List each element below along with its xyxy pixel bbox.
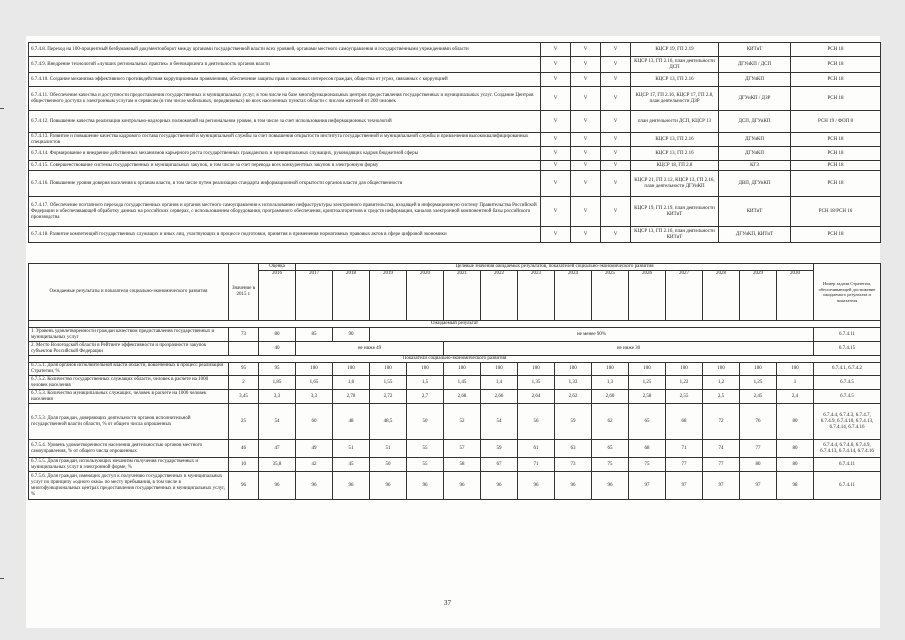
measure-documents: план деятельности ДСП, КЦСР 13	[631, 111, 719, 133]
period-mark: V	[601, 57, 631, 73]
indicator-value: 1,33	[555, 376, 592, 390]
indicator-value: 1,55	[370, 376, 407, 390]
result-name: 1. Уровень удовлетворенности граждан качеством предоставления государственных и муниципальных услуг	[29, 328, 229, 342]
measure-documents: КЦСР 13, ГП 2.16, план деятельности ДСП	[631, 57, 719, 73]
indicator-value: 2,55	[666, 390, 703, 404]
measure-row	[29, 227, 881, 243]
measure-row	[29, 43, 881, 57]
indicator-task: 6.7.4.5	[814, 376, 881, 390]
target-values-header: Целевые значения ожидаемых результатов, показателей социально-экономического развития	[296, 264, 814, 271]
result-merged-value: не ниже 49	[296, 342, 444, 356]
indicator-value: 2,78	[333, 390, 370, 404]
period-mark: V	[541, 133, 571, 147]
indicator-value: 96	[555, 472, 592, 500]
indicator-value: 97	[629, 472, 666, 500]
indicator-name: 6.7.5.4. Уровень удовлетворенности населения деятельностью органов местного самоуправления, % от общего числа опрошенных	[29, 440, 229, 458]
result-base-value: 73	[229, 328, 259, 342]
indicator-value: 2,7	[407, 390, 444, 404]
indicator-value: 100	[518, 363, 555, 376]
measure-row	[29, 147, 881, 161]
period-mark: V	[601, 171, 631, 197]
indicator-value: 59	[555, 404, 592, 440]
indicator-row	[29, 376, 881, 390]
period-mark: V	[601, 87, 631, 111]
indicator-name: 6.7.5.2. Количество государственных служащих области, человек в расчете на 1000 человек населения	[29, 376, 229, 390]
year-header: 2020	[407, 271, 444, 321]
measure-row	[29, 133, 881, 147]
indicator-value: 54	[481, 404, 518, 440]
measure-source: РСН 18	[791, 133, 881, 147]
period-mark: V	[601, 73, 631, 87]
measure-executor: ДГУиКП / ДЗР	[719, 87, 791, 111]
indicator-value: 100	[555, 363, 592, 376]
indicator-value: 1	[777, 376, 814, 390]
year-header: 2029	[740, 271, 777, 321]
period-mark: V	[601, 43, 631, 57]
indicator-value: 77	[740, 440, 777, 458]
measure-text: 6.7.4.8. Переход на 100-процентный безбумажный документооборот между органами государственной власти всех уровней, органами местного самоуправления и государственными учреждениями области	[29, 43, 541, 57]
indicator-value: 96	[296, 472, 333, 500]
indicator-value: 50	[407, 404, 444, 440]
measure-source: РСН 18	[791, 227, 881, 243]
indicator-value: 96	[518, 472, 555, 500]
indicator-value: 56	[518, 404, 555, 440]
indicator-value: 3,3	[259, 390, 296, 404]
indicator-name: 6.7.5.6. Доля граждан, имеющих доступ к получению государственных и муниципальных услуг по принципу «одного окна» по месту пребывания, в том числе в многофункциональных центрах предоставления государственных и муниципальных услуг, %	[29, 472, 229, 500]
measure-text: 6.7.4.10. Создание механизма эффективного противодействия коррупционным проявлениям, обеспечение защиты прав и законных интересов граждан, общества от угроз, связанных с коррупцией	[29, 73, 541, 87]
indicator-value: 50	[370, 458, 407, 472]
result-base-value	[229, 342, 259, 356]
indicator-name: 6.7.5.1. Доля органов исполнительной власти области, вовлеченных в процесс реализации Стратегии, %	[29, 363, 229, 376]
indicator-value: 75	[592, 458, 629, 472]
indicator-value: 96	[370, 472, 407, 500]
indicator-value: 97	[740, 472, 777, 500]
measure-executor: ДГУиКП, КИТиТ	[719, 227, 791, 243]
indicator-value: 100	[666, 363, 703, 376]
indicator-value: 100	[481, 363, 518, 376]
measure-documents: КЦСР 19, ГП 2.19, план деятельности КИТиТ	[631, 197, 719, 227]
indicator-task: 6.7.4.1, 6.7.4.2	[814, 363, 881, 376]
measure-text: 6.7.4.18. Развитие компетенций государственных служащих и иных лиц, участвующих в процессе подготовки, принятия и применения нормативных правовых актов в сфере цифровой экономики	[29, 227, 541, 243]
indicator-value: 96	[333, 472, 370, 500]
period-mark: V	[601, 161, 631, 171]
result-name: 2. Место Вологодской области в Рейтинге эффективности и прозрачности закупок субъектов Российской Федерации	[29, 342, 229, 356]
indicator-value: 1,45	[444, 376, 481, 390]
measure-row	[29, 171, 881, 197]
indicator-value: 100	[296, 363, 333, 376]
indicator-task: 6.7.4.4, 6.7.4.3, 6.7.4.7, 6.7.4.9, 6.7.4.10, 6.7.4.13, 6.7.4.14, 6.7.4.16	[814, 404, 881, 440]
indicator-base-value: 3,45	[229, 390, 259, 404]
period-mark: V	[571, 57, 601, 73]
indicator-value: 1,5	[407, 376, 444, 390]
period-mark: V	[541, 197, 571, 227]
indicator-row	[29, 404, 881, 440]
measure-source: РСН 18	[791, 147, 881, 161]
measure-executor: ДГУиКП / ДСП	[719, 57, 791, 73]
indicator-task: 6.7.4.5	[814, 390, 881, 404]
indicator-value: 47	[259, 440, 296, 458]
measure-source: РСН 19 / ФОП 8	[791, 111, 881, 133]
indicator-value: 1,65	[296, 376, 333, 390]
indicator-value: 95	[259, 363, 296, 376]
indicator-name: 6.7.5.5. Доля граждан, использующих механизм получения государственных и муниципальных услуг в электронной форме, %	[29, 458, 229, 472]
period-mark: V	[601, 133, 631, 147]
indicator-value: 71	[518, 458, 555, 472]
indicator-value: 60	[296, 404, 333, 440]
measure-executor: ДГУиКП	[719, 133, 791, 147]
result-value: 90	[333, 328, 370, 342]
indicator-base-value: 10	[229, 458, 259, 472]
measure-documents: КЦСР 19, ГП 2.19	[631, 43, 719, 57]
year-header: 2027	[666, 271, 703, 321]
measure-documents: КЦСР 18, ГП 2.8	[631, 161, 719, 171]
measure-executor: КИТиТ	[719, 43, 791, 57]
indicator-value: 2,5	[703, 390, 740, 404]
period-mark: V	[601, 227, 631, 243]
measure-source: РСН 18	[791, 161, 881, 171]
indicator-row	[29, 440, 881, 458]
indicator-name: 6.7.5.3. Доля граждан, доверяющих деятельности органов исполнительной государственной власти области, % от общего числа опрошенных	[29, 404, 229, 440]
measure-text: 6.7.4.16. Повышение уровня доверия населения к органам власти, в том числе путем реализации стандарта информационной открытости органов власти для общественности	[29, 171, 541, 197]
measure-source: РСН 18	[791, 87, 881, 111]
indicator-task: 6.7.4.11	[814, 458, 881, 472]
indicator-value: 97	[666, 472, 703, 500]
indicator-value: 1,85	[259, 376, 296, 390]
result-task: 6.7.4.11	[814, 328, 881, 342]
period-mark: V	[601, 197, 631, 227]
period-mark: V	[541, 87, 571, 111]
indicator-value: 100	[333, 363, 370, 376]
indicator-value: 100	[629, 363, 666, 376]
indicator-value: 80	[740, 458, 777, 472]
indicator-value: 98	[777, 472, 814, 500]
period-mark: V	[601, 111, 631, 133]
result-merged-value: не ниже 30	[444, 342, 814, 356]
year-header: 2019	[370, 271, 407, 321]
indicator-value: 48	[333, 404, 370, 440]
indicator-value: 1,3	[592, 376, 629, 390]
period-mark: V	[541, 171, 571, 197]
measure-source: РСН 18	[791, 73, 881, 87]
indicator-value: 68	[666, 404, 703, 440]
period-mark: V	[571, 133, 601, 147]
year-header: 2016	[259, 271, 296, 321]
indicator-value: 51	[333, 440, 370, 458]
indicator-value: 96	[444, 472, 481, 500]
indicator-value: 100	[407, 363, 444, 376]
result-value: 85	[296, 328, 333, 342]
period-mark: V	[571, 147, 601, 161]
measure-text: 6.7.4.11. Обеспечение качества и доступности предоставления государственных и муниципальных услуг, в том числе на базе многофункциональных центров предоставления государственных и муниципальных услуг. Создание Центров общественного доступа к электронным услугам и сервисам (в том числе мобильных, передвижных) во всех населенных пунктах области с числом жителей от 200 человек	[29, 87, 541, 111]
indicator-value: 63	[555, 440, 592, 458]
measure-row	[29, 161, 881, 171]
measures-table	[28, 42, 881, 243]
indicator-value: 2,72	[370, 390, 407, 404]
indicator-value: 72	[703, 404, 740, 440]
period-mark: V	[601, 147, 631, 161]
indicator-value: 73	[555, 458, 592, 472]
measure-row	[29, 57, 881, 73]
period-mark: V	[571, 87, 601, 111]
indicator-value: 1,35	[518, 376, 555, 390]
indicator-value: 80	[777, 440, 814, 458]
measure-documents: КЦСР 13, ГП 2.16	[631, 73, 719, 87]
indicator-value: 96	[259, 472, 296, 500]
indicator-value: 61	[518, 440, 555, 458]
indicator-value: 48,5	[370, 404, 407, 440]
measure-source: РСН 18	[791, 43, 881, 57]
indicator-value: 58	[444, 458, 481, 472]
measure-executor: ДВП, ДГУиКП	[719, 171, 791, 197]
period-mark: V	[571, 43, 601, 57]
indicators-table	[28, 263, 881, 500]
base-year-header: Значение в 2015 г.	[229, 264, 259, 321]
indicator-name-header: Ожидаемые результаты и показатели социально-экономического развития	[29, 264, 229, 321]
indicator-value: 2,45	[740, 390, 777, 404]
indicator-value: 96	[592, 472, 629, 500]
indicator-value: 100	[370, 363, 407, 376]
indicator-value: 75	[629, 458, 666, 472]
period-mark: V	[541, 111, 571, 133]
measure-text: 6.7.4.17. Обеспечение поэтапного перехода государственных органов и органов местного самоуправления к использованию инфраструктуры электронного правительства, входящей в информационную систему Правительства Российской Федерации и обеспечивающей обработку данных на российских серверах, с использованием оборудования, программного обеспечения, криптоалгоритмов и средств информации, каналов электронной компонентной базы российского производства	[29, 197, 541, 227]
period-mark: V	[541, 57, 571, 73]
indicator-value: 100	[740, 363, 777, 376]
indicator-value: 1,6	[333, 376, 370, 390]
period-mark: V	[571, 111, 601, 133]
indicator-base-value: 95	[229, 363, 259, 376]
measure-documents: КЦСР 13, ГП 2.16, план деятельности КИТиТ	[631, 227, 719, 243]
indicator-base-value: 2	[229, 376, 259, 390]
indicator-value: 80	[777, 458, 814, 472]
period-mark: V	[541, 227, 571, 243]
indicator-value: 1,22	[666, 376, 703, 390]
indicator-value: 59	[481, 440, 518, 458]
year-header: 2021	[444, 271, 481, 321]
year-header: 2018	[333, 271, 370, 321]
indicator-value: 42	[296, 458, 333, 472]
measure-text: 6.7.4.15. Совершенствование системы государственных и муниципальных закупок, в том числе за счет перевода всех конкурентных закупок в электронную форму	[29, 161, 541, 171]
indicator-value: 1,2	[703, 376, 740, 390]
measure-row	[29, 73, 881, 87]
indicator-value: 35,8	[259, 458, 296, 472]
year-header: 2028	[703, 271, 740, 321]
result-row	[29, 342, 881, 356]
indicator-base-value: 25	[229, 404, 259, 440]
result-merged-value: не менее 90%	[370, 328, 814, 342]
indicator-value: 62	[592, 404, 629, 440]
indicator-base-value: 46	[229, 440, 259, 458]
indicator-value: 1,4	[481, 376, 518, 390]
margin-mark	[0, 108, 4, 109]
indicator-value: 1,25	[629, 376, 666, 390]
measure-text: 6.7.4.9. Внедрение технологий «лучших региональных практик» и бенчмаркинга в деятельность органов власти	[29, 57, 541, 73]
indicator-value: 2,64	[518, 390, 555, 404]
indicator-name: 6.7.5.3. Количество муниципальных служащих, человек в расчете на 1000 человек населения	[29, 390, 229, 404]
indicator-value: 45	[333, 458, 370, 472]
year-header: 2022	[481, 271, 518, 321]
indicator-value: 2,66	[481, 390, 518, 404]
measure-executor: ДГУиКП	[719, 73, 791, 87]
indicator-value: 2,58	[629, 390, 666, 404]
result-value: 40	[259, 342, 296, 356]
indicator-value: 49	[296, 440, 333, 458]
result-row	[29, 328, 881, 342]
indicator-value: 3,3	[296, 390, 333, 404]
indicator-base-value: 96	[229, 472, 259, 500]
period-mark: V	[541, 161, 571, 171]
period-mark: V	[571, 227, 601, 243]
indicator-value: 65	[629, 404, 666, 440]
year-header: 2023	[518, 271, 555, 321]
indicator-value: 1,25	[740, 376, 777, 390]
measure-text: 6.7.4.14. Формирование и внедрение действенных механизмов карьерного роста государственных гражданских и муниципальных служащих, руководящих кадров бюджетной сферы	[29, 147, 541, 161]
indicator-value: 76	[740, 404, 777, 440]
indicator-value: 71	[666, 440, 703, 458]
indicator-value: 77	[703, 458, 740, 472]
measure-executor: КИТиТ	[719, 197, 791, 227]
indicator-task: 6.7.4.11	[814, 472, 881, 500]
indicator-value: 2,62	[555, 390, 592, 404]
indicator-value: 54	[259, 404, 296, 440]
measure-documents: КЦСР 17, ГП 2.16, КЦСР 17, ГП 2.8, план деятельности ДЗР	[631, 87, 719, 111]
year-header: 2026	[629, 271, 666, 321]
indicator-value: 100	[592, 363, 629, 376]
period-mark: V	[571, 171, 601, 197]
indicator-value: 51	[370, 440, 407, 458]
indicator-value: 65	[592, 440, 629, 458]
period-mark: V	[541, 43, 571, 57]
measure-documents: КЦСР 13, ГП 2.16	[631, 147, 719, 161]
document-page	[26, 36, 880, 628]
period-mark: V	[571, 197, 601, 227]
period-mark: V	[541, 73, 571, 87]
indicator-value: 74	[703, 440, 740, 458]
section-results-title: Ожидаемый результат	[29, 321, 881, 328]
measure-executor: ДСП, ДГУиКП	[719, 111, 791, 133]
estimate-header: Оценка	[259, 264, 296, 271]
indicator-value: 68	[629, 440, 666, 458]
indicator-value: 96	[407, 472, 444, 500]
measure-text: 6.7.4.13. Развитие и повышение качества кадрового состава государственной и муниципальной службы за счет повышения открытости института государственной и муниципальной службы и привлечения высококвалифицированных специалистов	[29, 133, 541, 147]
year-header: 2017	[296, 271, 333, 321]
indicator-value: 97	[703, 472, 740, 500]
indicator-row	[29, 458, 881, 472]
period-mark: V	[571, 73, 601, 87]
measure-source: РСН 18	[791, 171, 881, 197]
margin-mark	[0, 578, 4, 579]
measure-row	[29, 197, 881, 227]
period-mark: V	[541, 147, 571, 161]
period-mark: V	[571, 161, 601, 171]
indicator-row	[29, 390, 881, 404]
indicator-value: 77	[666, 458, 703, 472]
measure-documents: КЦСР 21, ГП 2.12, КЦСР 13, ГП 2.16, план деятельности ДГУиКП	[631, 171, 719, 197]
indicator-value: 80	[777, 404, 814, 440]
section-indicators-title: Показатели социально-экономического развития	[29, 356, 881, 363]
indicator-value: 2,4	[777, 390, 814, 404]
indicator-value: 100	[777, 363, 814, 376]
indicator-value: 67	[481, 458, 518, 472]
measure-row	[29, 87, 881, 111]
indicator-value: 2,60	[592, 390, 629, 404]
page-number: 37	[444, 599, 451, 607]
indicator-value: 100	[703, 363, 740, 376]
indicator-value: 57	[444, 440, 481, 458]
task-number-header: Номер задачи Стратегии, обеспечивающей достижение ожидаемого результата и показателя	[814, 264, 881, 321]
indicator-row	[29, 363, 881, 376]
indicator-value: 2,68	[444, 390, 481, 404]
measure-source: РСН 18/РСН 16	[791, 197, 881, 227]
section-row	[29, 321, 881, 328]
measure-documents: КЦСР 13, ГП 2.16	[631, 133, 719, 147]
measure-executor: КГЗ	[719, 161, 791, 171]
year-header: 2024	[555, 271, 592, 321]
measure-source: РСН 18	[791, 57, 881, 73]
indicator-value: 55	[407, 440, 444, 458]
measure-executor: ДГУиКП	[719, 147, 791, 161]
section-row	[29, 356, 881, 363]
indicator-value: 100	[444, 363, 481, 376]
indicator-row	[29, 472, 881, 500]
result-task: 6.7.4.15	[814, 342, 881, 356]
measure-text: 6.7.4.12. Повышение качества реализации контрольно-надзорных полномочий на региональном уровне, в том числе за счет использования информационных технологий	[29, 111, 541, 133]
indicator-value: 55	[407, 458, 444, 472]
indicator-value: 52	[444, 404, 481, 440]
measure-row	[29, 111, 881, 133]
result-value: 80	[259, 328, 296, 342]
indicator-task: 6.7.4.4, 6.7.4.6, 6.7.4.9, 6.7.4.13, 6.7.4.14, 6.7.4.16	[814, 440, 881, 458]
indicator-value: 96	[481, 472, 518, 500]
year-header: 2025	[592, 271, 629, 321]
year-header: 2030	[777, 271, 814, 321]
